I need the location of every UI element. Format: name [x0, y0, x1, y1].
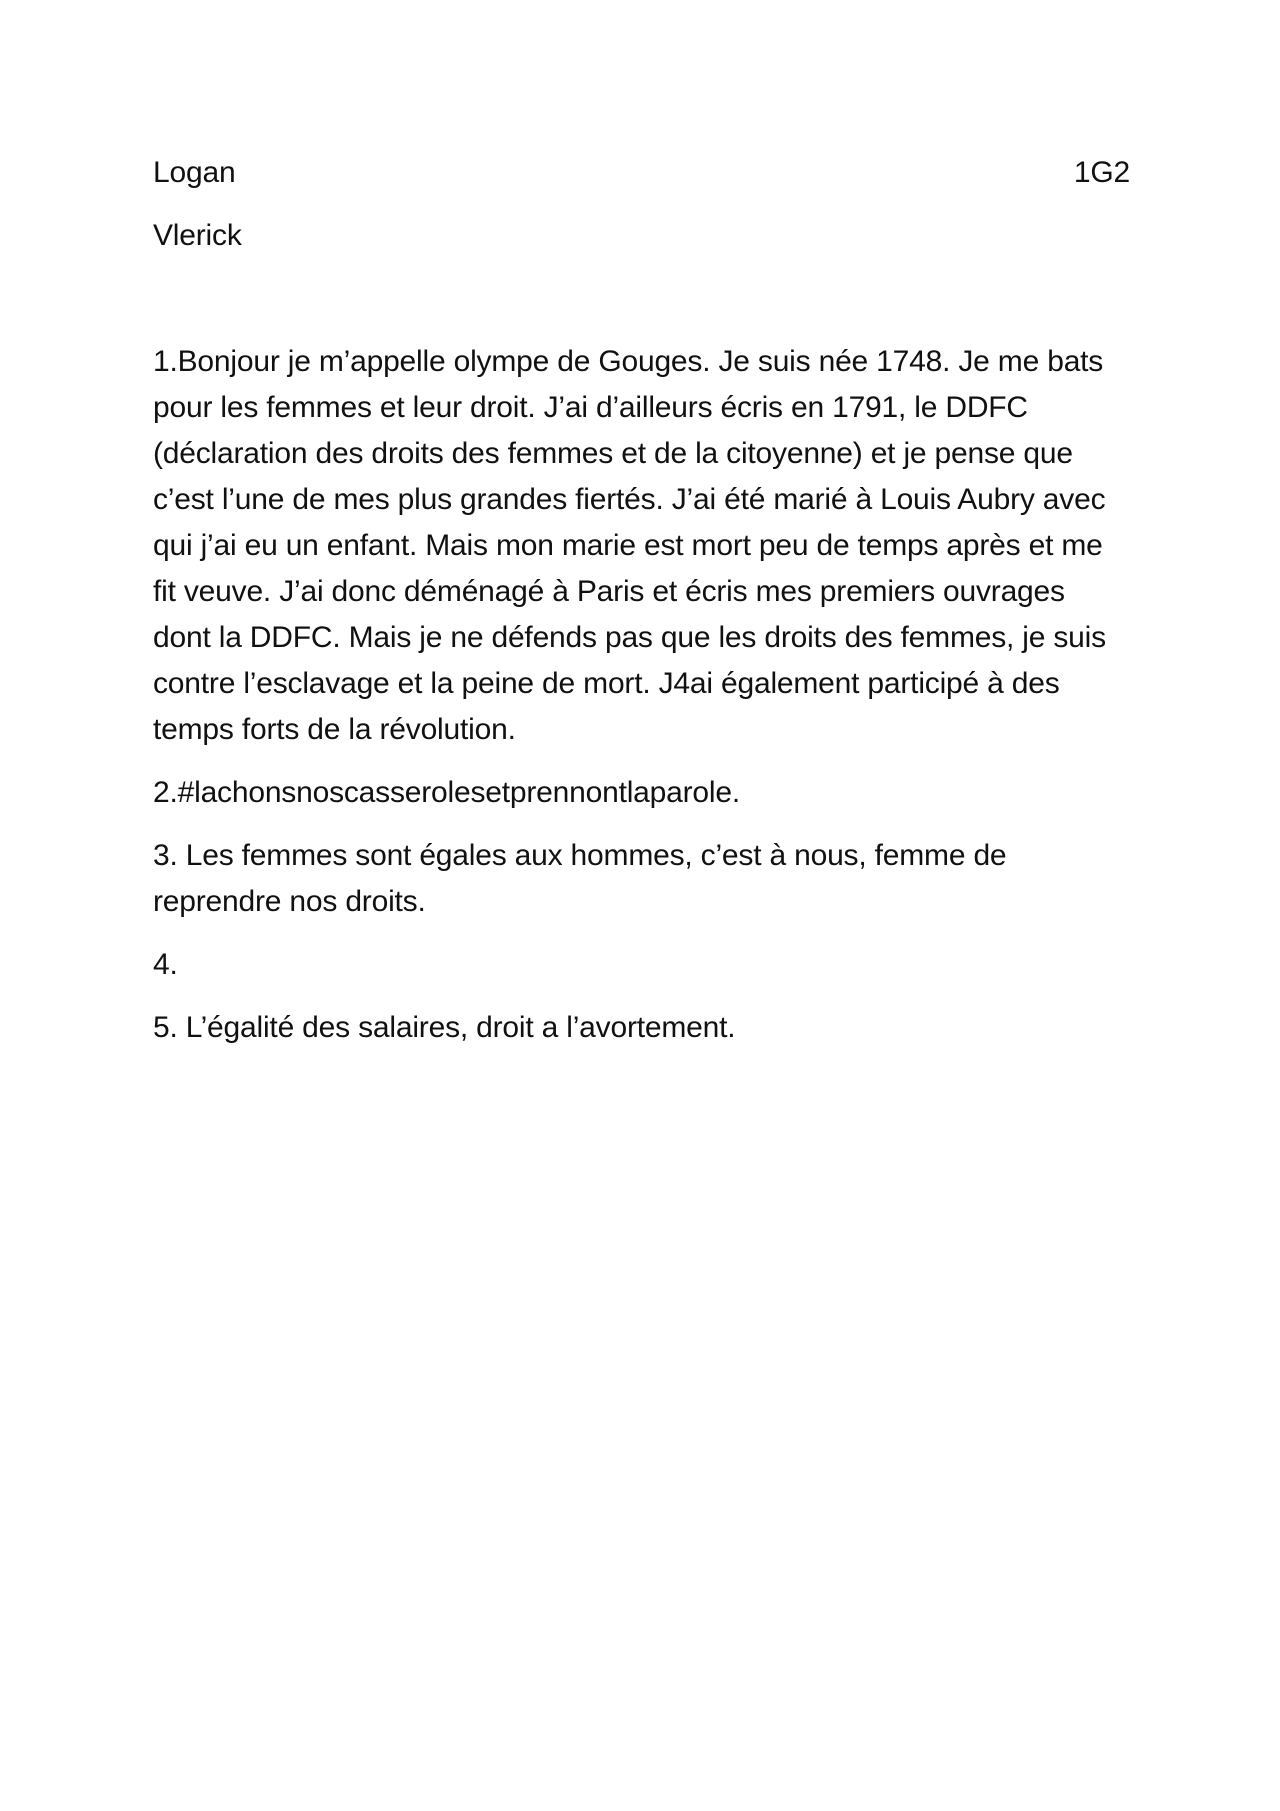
answer-paragraph: 5. L’égalité des salaires, droit a l’avortement. [153, 1011, 736, 1044]
document-body [153, 150, 1130, 1068]
student-last-name: Vlerick [153, 219, 242, 252]
answer-paragraph: 1.Bonjour je m’appelle olympe de Gouges. Je suis née 1748. Je me bats pour les femmes et leur droit. J’ai d’ailleurs écris en 1791, le DDFC (déclaration des droits des femmes et de la citoyenne) et je pense que c’est l’une de mes plus grandes fiertés. J’ai été marié à Louis Aubry avec qui j’ai eu un enfant. Mais mon marie est mort peu de temps après et me fit veuve. J’ai donc déménagé à Paris et écris mes premiers ouvrages dont la DDFC. Mais je ne défends pas que les droits des femmes, je suis contre l’esclavage et la peine de mort. J4ai également participé à des temps forts de la révolution. [153, 345, 1106, 746]
answer-paragraph: 4. [153, 948, 178, 981]
answer-paragraph: 2.#lachonsnoscasserolesetprennontlaparole. [153, 776, 741, 809]
answer-paragraph: 3. Les femmes sont égales aux hommes, c’est à nous, femme de reprendre nos droits. [153, 839, 1007, 918]
blank-line [153, 259, 1130, 339]
header-row [153, 150, 1130, 196]
class-code: 1G2 [1073, 156, 1130, 189]
student-first-name: Logan [153, 156, 236, 189]
